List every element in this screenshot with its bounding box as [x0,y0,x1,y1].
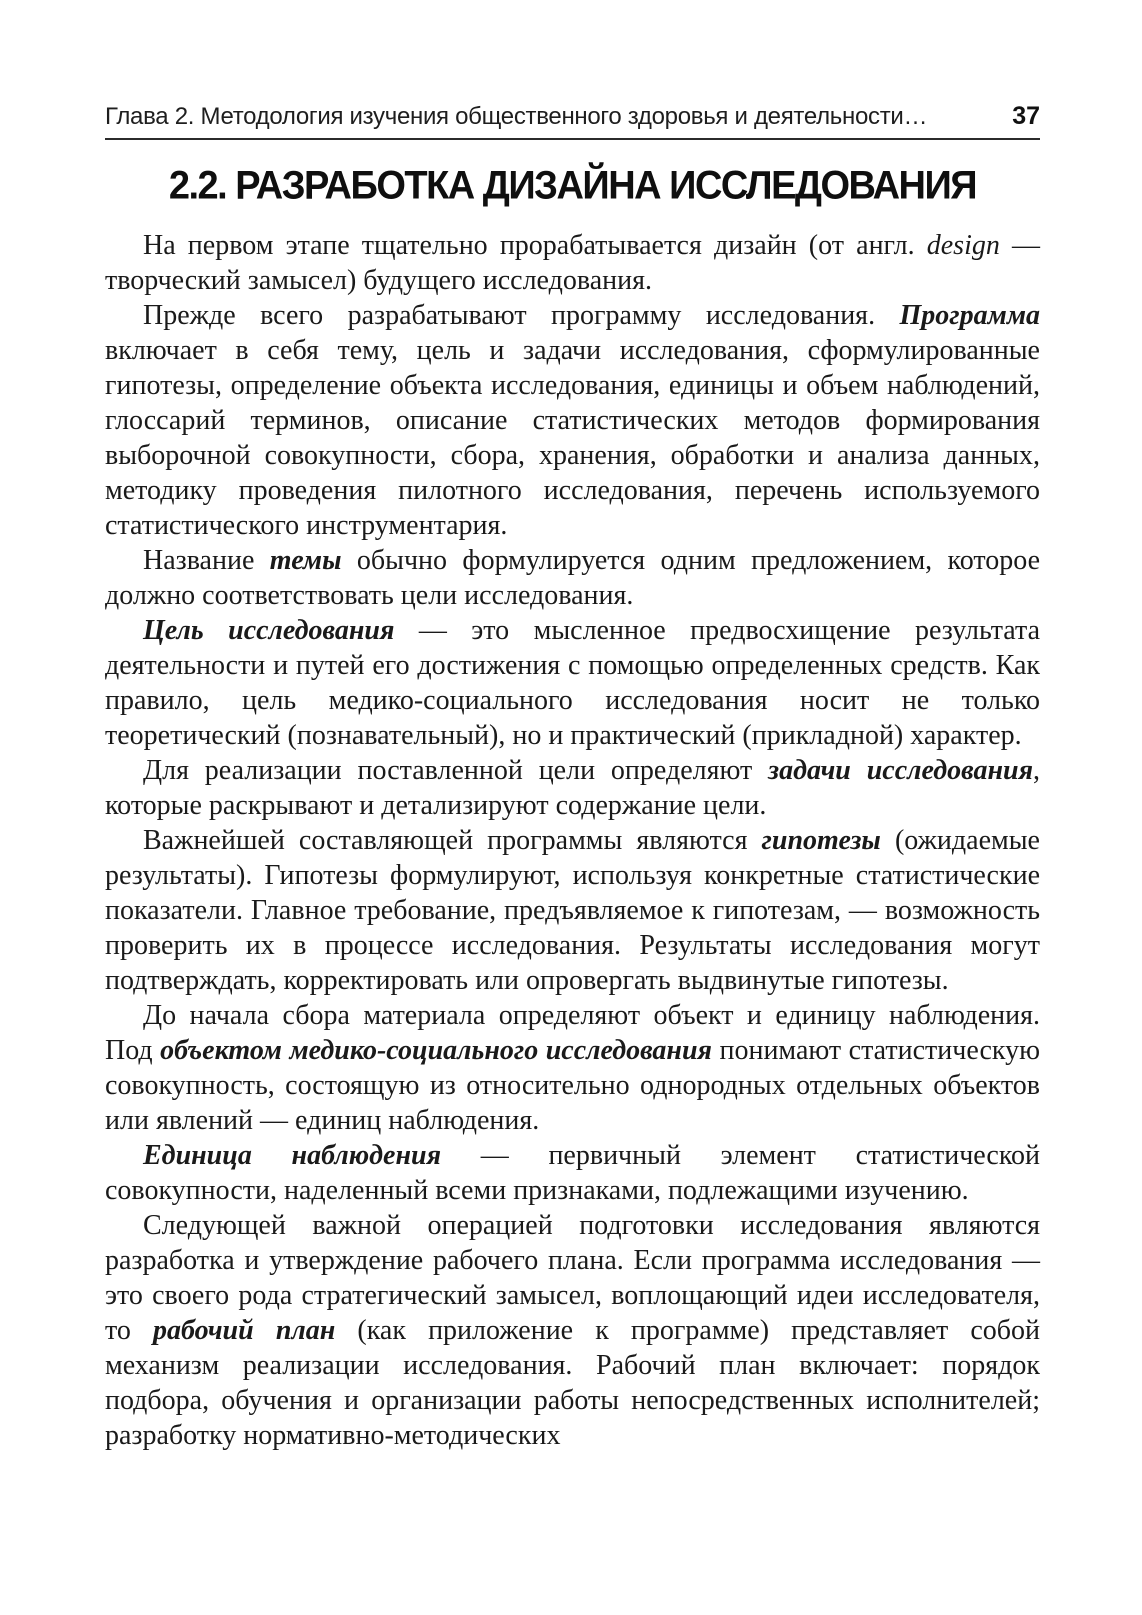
paragraph [105,753,1040,823]
text-segment: рабочий план [152,1315,336,1346]
paragraph [105,998,1040,1138]
text-segment: — это мысленное предвосхищение результата деятельности и путей его достижения с помощью определенных средств. Как правило, цель медико-социального исследования носит не только теоретический (познавательный), но и практический (прикладной) характер. [105,615,1041,751]
text-segment: Важнейшей составляющей программы являются [143,825,762,856]
text-segment: До начала сбора материала определяют объект и единицу наблюдения. Под [105,1000,1040,1066]
text-segment: объектом медико-социального исследования [160,1035,712,1066]
text-segment: design [926,230,1000,261]
text-segment: Программа [899,300,1040,331]
paragraph [105,1208,1040,1453]
paragraph [105,823,1040,998]
paragraph [105,613,1040,753]
page-header [105,102,1040,140]
text-segment: (как приложение к программе) представляет собой механизм реализации исследования. Рабочий план включает: порядок подбора, обучения и организации работы непосредственных исполнителей; разработку нормативно-методических [105,1315,1040,1451]
text-segment: Для реализации поставленной цели определяют [143,755,769,786]
header-rule [105,138,1040,140]
text-segment: Прежде всего разрабатывают программу исследования. [143,300,900,331]
text-segment: темы [269,545,342,576]
text-segment: , которые раскрывают и детализируют содержание цели. [105,755,1040,821]
text-segment: задачи исследования [768,755,1033,786]
running-head [105,102,1040,131]
text-segment: Название [143,545,270,576]
paragraph [105,228,1040,298]
text-segment: Цель исследования [143,615,395,646]
paragraph [105,298,1040,543]
running-title: Глава 2. Методология изучения общественного здоровья и деятельности… [105,103,928,130]
text-segment: Следующей важной операцией подготовки исследования являются разработка и утверждение рабочего плана. Если программа исследования — это своего рода стратегический замысел, воплощающий идеи исследователя, то [105,1210,1040,1346]
page-body [105,228,1040,1453]
page-number: 37 [1012,102,1040,130]
section-title: 2.2. РАЗРАБОТКА ДИЗАЙНА ИССЛЕДОВАНИЯ [168,164,977,208]
text-segment: — первичный элемент статистической совокупности, наделенный всеми признаками, подлежащими изучению. [105,1140,1040,1206]
text-segment: обычно формулируется одним предложением, которое должно соответствовать цели исследования. [105,545,1040,611]
text-segment: Единица наблюдения [143,1140,442,1171]
paragraph [105,1138,1040,1208]
paragraph [105,543,1040,613]
text-segment: понимают статистическую совокупность, состоящую из относительно однородных отдельных объектов или явлений — единиц наблюдения. [105,1035,1041,1136]
text-segment: (ожидаемые результаты). Гипотезы формулируют, используя конкретные статистические показатели. Главное требование, предъявляемое к гипотезам, — возможность проверить их в процессе исследования. Результаты исследования могут подтверждать, корректировать или опровергать выдвинутые гипотезы. [105,825,1040,996]
text-segment: На первом этапе тщательно прорабатывается дизайн (от англ. [143,230,927,261]
text-segment: гипотезы [761,825,881,856]
text-segment: — творческий замысел) будущего исследования. [105,230,1041,296]
text-segment: включает в себя тему, цель и задачи исследования, сформулированные гипотезы, определение объекта исследования, единицы и объем наблюдений, глоссарий терминов, описание статистических методов формирования выборочной совокупности, сбора, хранения, обработки и анализа данных, методику проведения пилотного исследования, перечень используемого статистического инструментария. [105,335,1040,541]
